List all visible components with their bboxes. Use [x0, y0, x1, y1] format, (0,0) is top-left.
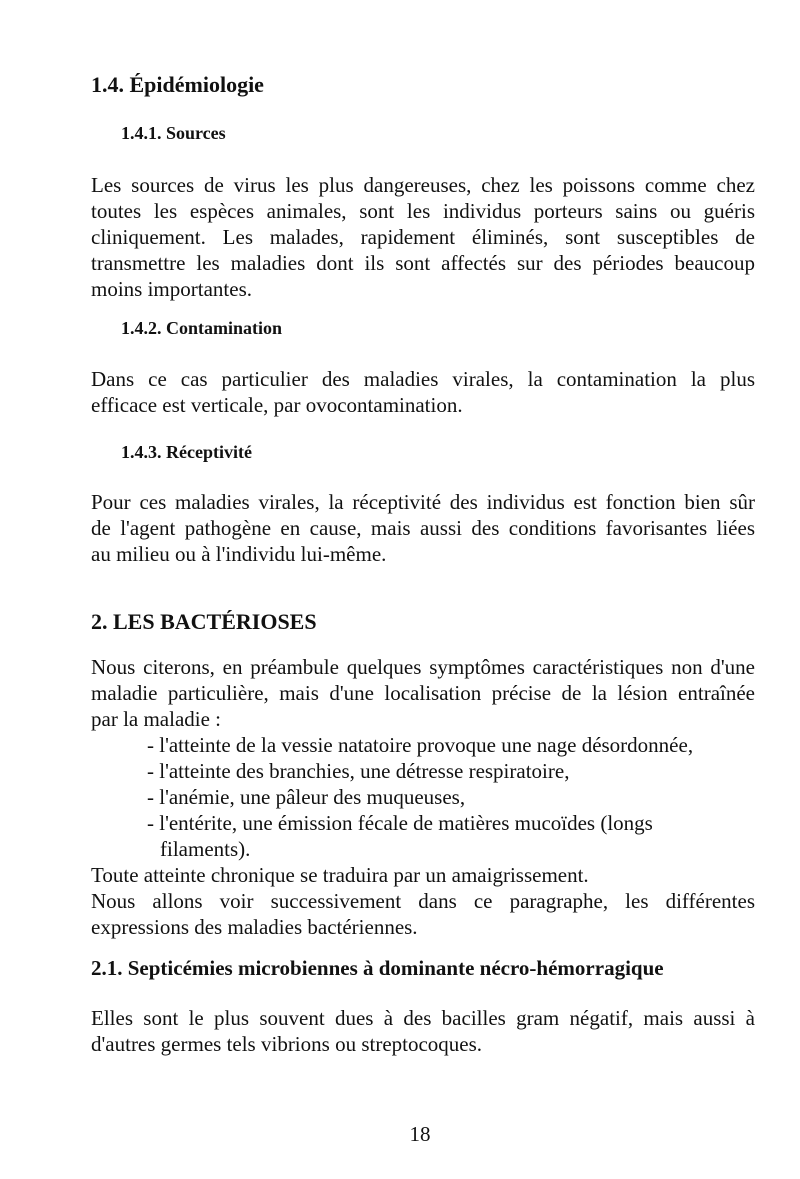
text-line: d'autres germes tels vibrions ou streptocoques. [91, 1032, 483, 1056]
text-line: Les sources de virus les plus dangereuses, chez les poissons comme chez [91, 173, 755, 197]
text-line: Pour ces maladies virales, la réceptivité des individus est fonction bien sûr [91, 490, 755, 514]
text-line: maladie particulière, mais d'une localisation précise de la lésion entraînée [91, 681, 755, 705]
text-line: toutes les espèces animales, sont les individus porteurs sains ou guéris [91, 199, 755, 223]
heading-sources: 1.4.1. Sources [121, 123, 226, 143]
list-item: - l'anémie, une pâleur des muqueuses, [147, 785, 466, 809]
text-line: Dans ce cas particulier des maladies virales, la contamination la plus [91, 367, 755, 391]
text-line: moins importantes. [91, 277, 252, 301]
heading-epidemiologie: 1.4. Épidémiologie [91, 72, 264, 97]
text-line: Toute atteinte chronique se traduira par un amaigrissement. [91, 863, 589, 887]
list-item: - l'atteinte de la vessie natatoire provoque une nage désordonnée, [147, 733, 694, 757]
text-line: de l'agent pathogène en cause, mais aussi des conditions favorisantes liées [91, 516, 755, 540]
text-line: expressions des maladies bactériennes. [91, 915, 418, 939]
heading-receptivite: 1.4.3. Réceptivité [121, 442, 252, 462]
list-item-continuation: filaments). [160, 837, 251, 861]
text-line: par la maladie : [91, 707, 222, 731]
text-line: efficace est verticale, par ovocontamination. [91, 393, 463, 417]
text-line: Nous citerons, en préambule quelques symptômes caractéristiques non d'une [91, 655, 755, 679]
heading-contamination: 1.4.2. Contamination [121, 318, 283, 338]
text-line: au milieu ou à l'individu lui-même. [91, 542, 387, 566]
list-item: - l'entérite, une émission fécale de matières mucoïdes (longs [147, 811, 653, 835]
heading-septicemies: 2.1. Septicémies microbiennes à dominante nécro-hémorragique [91, 956, 664, 980]
text-line: transmettre les maladies dont ils sont affectés sur des périodes beaucoup [91, 251, 755, 275]
heading-bacterioses: 2. LES BACTÉRIOSES [91, 609, 317, 634]
page-number: 18 [409, 1122, 431, 1146]
text-line: cliniquement. Les malades, rapidement éliminés, sont susceptibles de [91, 225, 755, 249]
text-line: Elles sont le plus souvent dues à des bacilles gram négatif, mais aussi à [91, 1006, 755, 1030]
list-item: - l'atteinte des branchies, une détresse respiratoire, [147, 759, 570, 783]
text-line: Nous allons voir successivement dans ce paragraphe, les différentes [91, 889, 755, 913]
